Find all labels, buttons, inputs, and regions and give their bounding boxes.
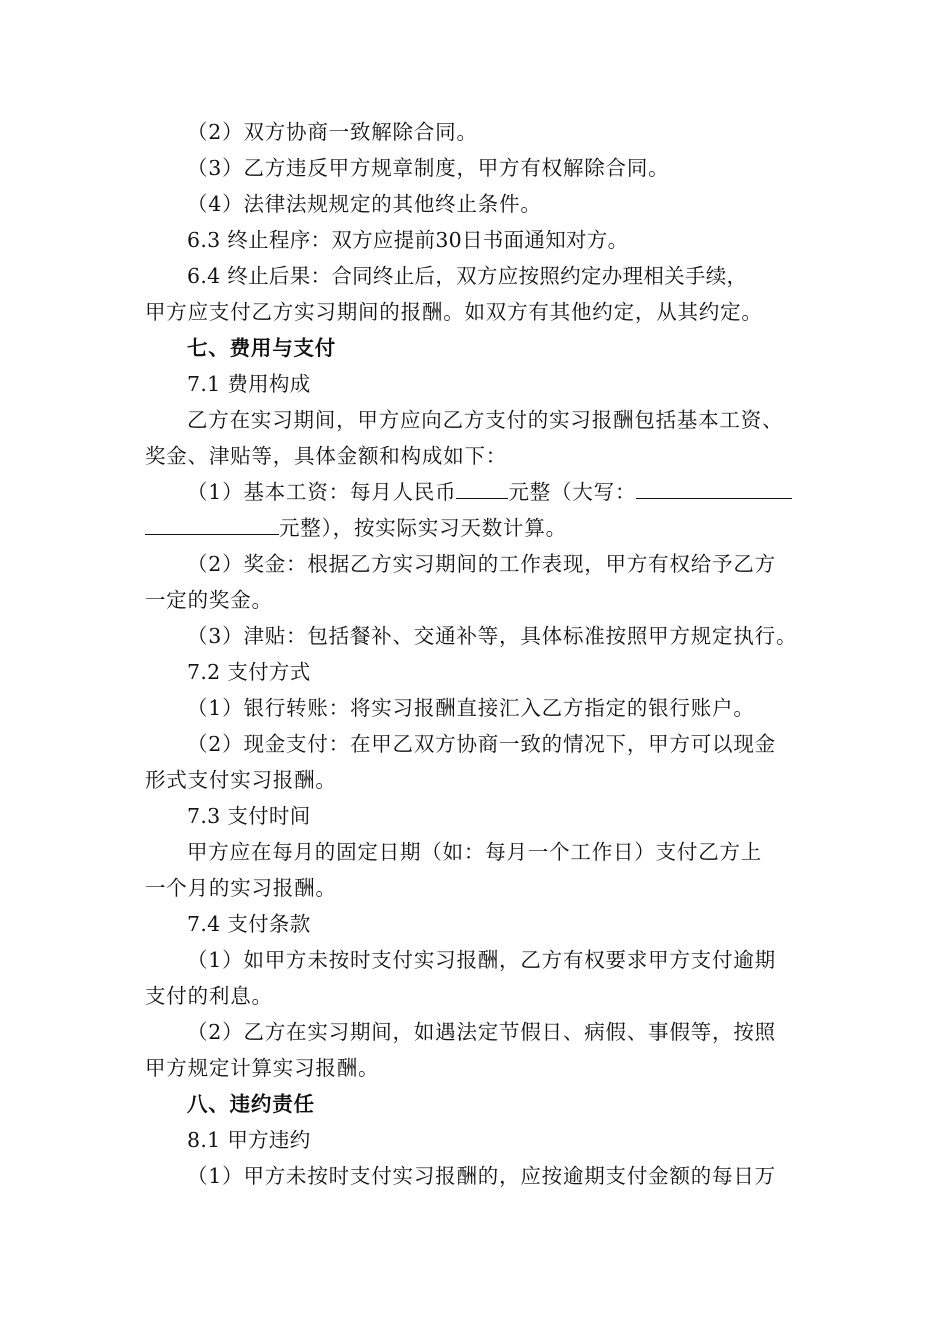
paragraph-continuation: 甲方应支付乙方实习期间的报酬。如双方有其他约定，从其约定。: [145, 300, 763, 324]
paragraph-continuation: 一定的奖金。: [145, 588, 273, 612]
capital-amount-blank[interactable]: [636, 476, 792, 499]
salary-line-continuation: [145, 510, 825, 546]
paragraph-continuation: 甲方规定计算实习报酬。: [145, 1056, 380, 1080]
paragraph: （1）甲方未按时支付实习报酬的，应按逾期支付金额的每日万: [187, 1164, 776, 1188]
paragraph: （4）法律法规规定的其他终止条件。: [187, 192, 542, 216]
paragraph-continuation: 奖金、津贴等，具体金额和构成如下：: [145, 444, 508, 468]
paragraph: 甲方应在每月的固定日期（如：每月一个工作日）支付乙方上: [187, 840, 763, 864]
clause-8-1: 8.1 甲方违约: [187, 1128, 311, 1152]
section-heading-8: 八、违约责任: [187, 1092, 315, 1116]
paragraph-continuation: 支付的利息。: [145, 984, 273, 1008]
paragraph: （1）银行转账：将实习报酬直接汇入乙方指定的银行账户。: [187, 696, 755, 720]
clause-6-4: 6.4 终止后果：合同终止后，双方应按照约定办理相关手续，: [187, 264, 748, 288]
salary-suffix: 元整），按实际实习天数计算。: [279, 516, 567, 540]
paragraph: （2）现金支付：在甲乙双方协商一致的情况下，甲方可以现金: [187, 732, 776, 756]
amount-blank[interactable]: [456, 476, 508, 499]
salary-line: [145, 474, 825, 510]
paragraph: （3）乙方违反甲方规章制度，甲方有权解除合同。: [187, 156, 670, 180]
section-heading-7: 七、费用与支付: [187, 336, 337, 360]
paragraph-continuation: 一个月的实习报酬。: [145, 876, 337, 900]
paragraph: （2）乙方在实习期间，如遇法定节假日、病假、事假等，按照: [187, 1020, 776, 1044]
capital-amount-blank-cont[interactable]: [145, 512, 279, 535]
paragraph-continuation: 形式支付实习报酬。: [145, 768, 337, 792]
paragraph: （1）如甲方未按时支付实习报酬，乙方有权要求甲方支付逾期: [187, 948, 776, 972]
clause-7-1: 7.1 费用构成: [187, 372, 311, 396]
clause-7-2: 7.2 支付方式: [187, 660, 311, 684]
capital-label: 元整（大写：: [508, 480, 637, 504]
document-body: [145, 114, 825, 1194]
paragraph: （2）奖金：根据乙方实习期间的工作表现，甲方有权给予乙方: [187, 552, 776, 576]
clause-6-3: 6.3 终止程序：双方应提前30日书面通知对方。: [187, 228, 629, 252]
clause-7-3: 7.3 支付时间: [187, 804, 311, 828]
salary-label: （1）基本工资：每月人民币: [187, 480, 457, 504]
paragraph: 乙方在实习期间，甲方应向乙方支付的实习报酬包括基本工资、: [187, 408, 784, 432]
paragraph: （2）双方协商一致解除合同。: [187, 120, 478, 144]
clause-7-4: 7.4 支付条款: [187, 912, 311, 936]
paragraph: （3）津贴：包括餐补、交通补等，具体标准按照甲方规定执行。: [187, 624, 798, 648]
